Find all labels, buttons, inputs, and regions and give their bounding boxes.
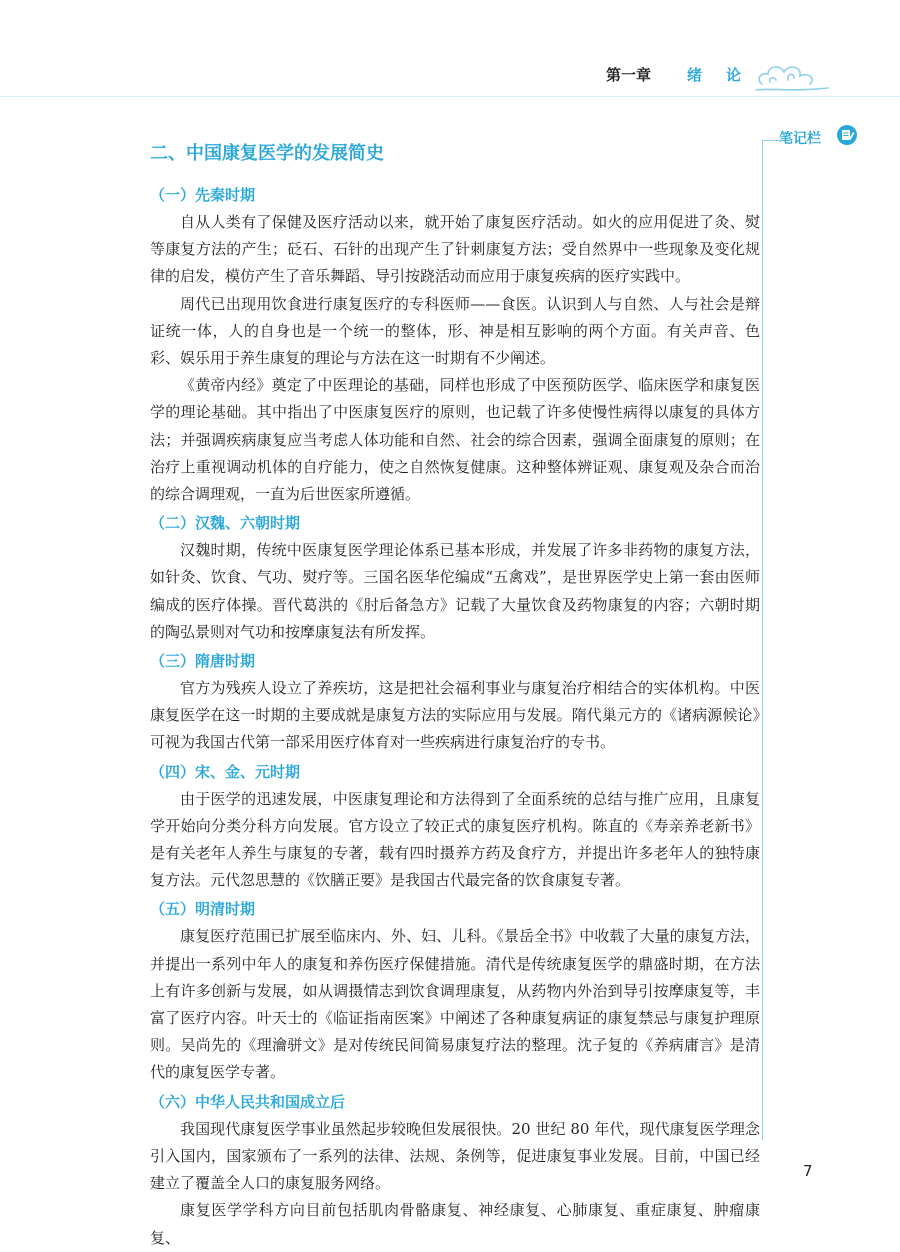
- paragraph: 汉魏时期，传统中医康复医学理论体系已基本形成，并发展了许多非药物的康复方法，如针灸、饮食、气功、熨疗等。三国名医华佗编成“五禽戏”，是世界医学史上第一套由医师编成的医疗体操。晋代葛洪的《肘后备急方》记载了大量饮食及药物康复的内容；六朝时期的陶弘景则对气功和按摩康复法有所发挥。: [150, 541, 760, 641]
- paragraph: 康复医学学科方向目前包括肌肉骨骼康复、神经康复、心肺康复、重症康复、肿瘤康复、: [150, 1201, 760, 1247]
- paragraph: 由于医学的迅速发展，中医康复理论和方法得到了全面系统的总结与推广应用，且康复学开始向分类分科方向发展。官方设立了较正式的康复医疗机构。陈直的《寿亲养老新书》是有关老年人养生与康复的专著，载有四时摄养方药及食疗方，并提出许多老年人的独特康复方法。元代忽思慧的《饮膳正要》是我国古代最完备的饮食康复专著。: [150, 789, 760, 890]
- notes-column-label: 笔记栏: [779, 131, 821, 147]
- subsection-han-wei: [150, 510, 760, 646]
- pen-notes-icon: [836, 124, 858, 146]
- paragraph: 自从人类有了保健及医疗活动以来，就开始了康复医疗活动。如火的应用促进了灸、熨等康复方法的产生；砭石、石针的出现产生了针刺康复方法；受自然界中一些现象及变化规律的启发，模仿产生了音乐舞蹈、导引按跷活动而应用于康复疾病的医疗实践中。: [150, 213, 760, 286]
- chapter-title: 绪论: [687, 66, 766, 84]
- header-divider: [0, 96, 900, 97]
- subsection-heading: （三）隋唐时期: [150, 652, 256, 671]
- subsection-heading: （六）中华人民共和国成立后: [150, 1092, 346, 1111]
- paragraph: 我国现代康复医学事业虽然起步较晚但发展很快。20 世纪 80 年代，现代康复医学理念引入国内，国家颁布了一系列的法律、法规、条例等，促进康复事业发展。目前，中国已经建立了覆盖全人口的康复服务网络。: [150, 1119, 760, 1193]
- notes-margin-tick: [762, 140, 780, 141]
- subsection-heading: （五）明清时期: [150, 900, 256, 919]
- subsection-heading: （一）先秦时期: [150, 186, 256, 204]
- main-content: [150, 140, 760, 1252]
- cloud-ornament-icon: [752, 58, 832, 98]
- paragraph: 周代已出现用饮食进行康复医疗的专科医师——食医。认识到人与自然、人与社会是辩证统一体，人的自身也是一个统一的整体，形、神是相互影响的两个方面。有关声音、色彩、娱乐用于养生康复的理论与方法在这一时期有不少阐述。: [150, 294, 760, 368]
- subsection-sui-tang: [150, 648, 760, 757]
- section-title: 二、中国康复医学的发展简史: [150, 143, 384, 164]
- subsection-pre-qin: [150, 182, 760, 508]
- subsection-heading: （四）宋、金、元时期: [150, 762, 301, 781]
- subsection-heading: （二）汉魏、六朝时期: [150, 514, 301, 533]
- notes-margin-line: [762, 140, 763, 1140]
- subsection-prc: [150, 1089, 760, 1252]
- page-number: 7: [803, 1162, 813, 1180]
- paragraph: 康复医疗范围已扩展至临床内、外、妇、儿科。《景岳全书》中收载了大量的康复方法，并提出一系列中年人的康复和养伤医疗保健措施。清代是传统康复医学的鼎盛时期，在方法上有许多创新与发展，如从调摄情志到饮食调理康复，从药物内外治到导引按摩康复等，丰富了医疗内容。叶天士的《临证指南医案》中阐述了各种康复病证的康复禁忌与康复护理原则。吴尚先的《理瀹骈文》是对传统民间简易康复疗法的整理。沈子复的《养病庸言》是清代的康复医学专著。: [150, 927, 760, 1082]
- subsection-song-jin-yuan: [150, 759, 760, 895]
- subsection-ming-qing: [150, 896, 760, 1086]
- paragraph: 《黄帝内经》奠定了中医理论的基础，同样也形成了中医预防医学、临床医学和康复医学的理论基础。其中指出了中医康复医疗的原则，也记载了许多使慢性病得以康复的具体方法；并强调疾病康复应当考虑人体功能和自然、社会的综合因素，强调全面康复的原则；在治疗上重视调动机体的自疗能力，使之自然恢复健康。这种整体辨证观、康复观及杂合而治的综合调理观，一直为后世医家所遵循。: [150, 376, 760, 504]
- paragraph: 官方为残疾人设立了养疾坊，这是把社会福利事业与康复治疗相结合的实体机构。中医康复医学在这一时期的主要成就是康复方法的实际应用与发展。隋代巢元方的《诸病源候论》可视为我国古代第一部采用医疗体育对一些疾病进行康复治疗的专书。: [150, 679, 760, 752]
- chapter-label: 第一章: [606, 66, 652, 84]
